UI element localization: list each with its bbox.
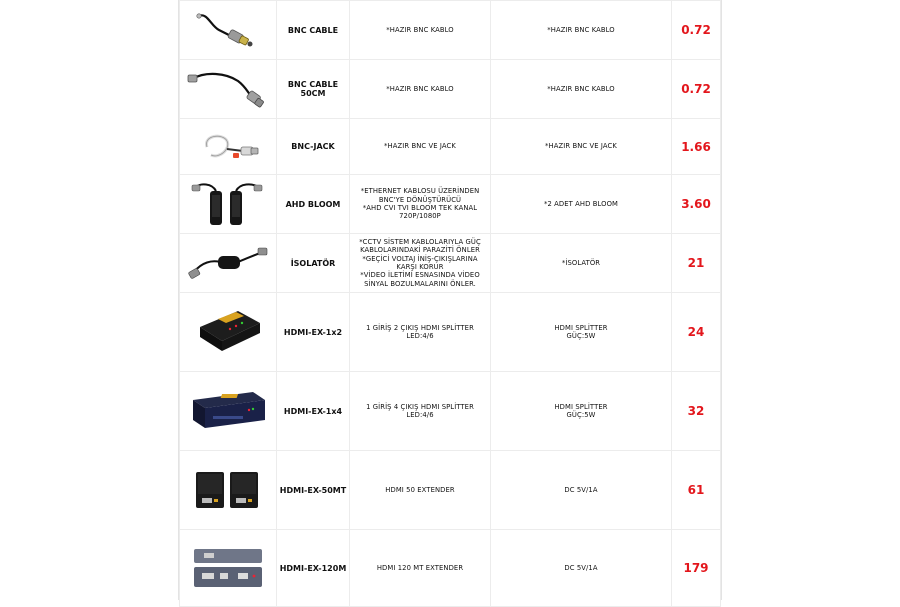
- hdmi-splitter-1x4-icon: [187, 386, 269, 436]
- product-table: [179, 0, 721, 607]
- product-code: BNC CABLE 50CM: [277, 60, 350, 119]
- product-code: BNC CABLE: [277, 1, 350, 60]
- description-line: LED:4/6: [406, 332, 434, 340]
- product-price: 0.72: [672, 60, 721, 119]
- product-description: [350, 451, 491, 530]
- table-row: [180, 119, 721, 175]
- bnc-cable-50cm-icon: [186, 67, 270, 111]
- product-code: İSOLATÖR: [277, 234, 350, 293]
- table-row: [180, 1, 721, 60]
- spec-line: *HAZIR BNC KABLO: [547, 25, 615, 34]
- table-row: [180, 451, 721, 530]
- product-description: [350, 234, 491, 293]
- product-code: HDMI-EX-1x2: [277, 293, 350, 372]
- product-description: [350, 530, 491, 607]
- description-line: *AHD CVI TVI BLOOM TEK KANAL: [362, 204, 478, 212]
- spec-line: HDMI SPLİTTER: [554, 323, 608, 332]
- product-price: 32: [672, 372, 721, 451]
- hdmi-extender-50m-icon: [190, 466, 266, 514]
- description-line: 1 GİRİŞ 4 ÇIKIŞ HDMI SPLİTTER: [366, 402, 474, 411]
- spec-line: *2 ADET AHD BLOOM: [544, 199, 618, 208]
- isolator-icon: [188, 240, 268, 286]
- product-code: BNC-JACK: [277, 119, 350, 175]
- product-code: HDMI-EX-1x4: [277, 372, 350, 451]
- description-line: *GEÇİCİ VOLTAJ İNİŞ-ÇIKIŞLARINA: [362, 254, 478, 263]
- product-description: [350, 60, 491, 119]
- product-spec: [491, 530, 672, 607]
- product-description: [350, 1, 491, 60]
- product-spec: [491, 372, 672, 451]
- description-line: SİNYAL BOZULMALARINI ÖNLER.: [364, 279, 476, 288]
- product-price: 21: [672, 234, 721, 293]
- product-image-cell: [180, 372, 277, 451]
- product-description: [350, 372, 491, 451]
- description-line: HDMI 120 MT EXTENDER: [376, 563, 464, 572]
- product-image-cell: [180, 119, 277, 175]
- description-line: *HAZIR BNC VE JACK: [384, 142, 456, 151]
- product-price: 0.72: [672, 1, 721, 60]
- description-line: LED:4/6: [406, 411, 434, 419]
- bnc-jack-icon: [193, 127, 263, 167]
- table-row: [180, 293, 721, 372]
- ahd-balun-icon: [188, 177, 268, 231]
- product-spec: [491, 119, 672, 175]
- product-price: 24: [672, 293, 721, 372]
- spec-line: GÜÇ:5W: [566, 411, 596, 419]
- product-price: 3.60: [672, 175, 721, 234]
- description-line: KARŞI KORUR: [396, 263, 444, 271]
- product-image-cell: [180, 293, 277, 372]
- product-code: AHD BLOOM: [277, 175, 350, 234]
- spec-line: HDMI SPLİTTER: [554, 402, 608, 411]
- product-description: [350, 293, 491, 372]
- product-spec: [491, 60, 672, 119]
- product-code: HDMI-EX-50MT: [277, 451, 350, 530]
- description-line: *VİDEO İLETİMİ ESNASINDA VİDEO: [360, 271, 480, 280]
- product-description: [350, 119, 491, 175]
- table-row: [180, 372, 721, 451]
- product-price: 1.66: [672, 119, 721, 175]
- description-line: 720P/1080P: [399, 212, 441, 221]
- description-line: 1 GİRİŞ 2 ÇIKIŞ HDMI SPLİTTER: [366, 323, 474, 332]
- hdmi-extender-120m-icon: [188, 543, 268, 593]
- table-row: [180, 234, 721, 293]
- table-row: [180, 60, 721, 119]
- product-description: [350, 175, 491, 234]
- product-image-cell: [180, 60, 277, 119]
- description-line: *ETHERNET KABLOSU ÜZERİNDEN: [360, 187, 480, 196]
- product-image-cell: [180, 175, 277, 234]
- product-spec: [491, 293, 672, 372]
- product-image-cell: [180, 234, 277, 293]
- description-line: *CCTV SİSTEM KABLOLARIYLA GÜÇ: [359, 237, 481, 246]
- spec-line: *İSOLATÖR: [561, 258, 601, 267]
- description-line: BNC'YE DÖNÜŞTÜRÜCÜ: [378, 195, 462, 204]
- bnc-cable-icon: [193, 8, 263, 52]
- description-line: *HAZIR BNC KABLO: [386, 25, 454, 34]
- table-row: [180, 530, 721, 607]
- table-row: [180, 175, 721, 234]
- product-price: 179: [672, 530, 721, 607]
- product-price: 61: [672, 451, 721, 530]
- spec-line: *HAZIR BNC KABLO: [547, 84, 615, 93]
- product-code: HDMI-EX-120M: [277, 530, 350, 607]
- product-spec: [491, 1, 672, 60]
- product-spec: [491, 451, 672, 530]
- description-line: HDMI 50 EXTENDER: [385, 485, 455, 494]
- description-line: *HAZIR BNC KABLO: [386, 84, 454, 93]
- product-spec: [491, 234, 672, 293]
- product-spec: [491, 175, 672, 234]
- spec-line: GÜÇ:5W: [566, 332, 596, 340]
- product-image-cell: [180, 1, 277, 60]
- product-image-cell: [180, 530, 277, 607]
- product-image-cell: [180, 451, 277, 530]
- hdmi-splitter-1x2-icon: [190, 305, 266, 359]
- spec-line: *HAZIR BNC VE JACK: [545, 142, 617, 151]
- spec-line: DC 5V/1A: [564, 563, 598, 572]
- product-price-sheet: [178, 0, 722, 600]
- spec-line: DC 5V/1A: [564, 485, 598, 494]
- description-line: KABLOLARINDAKİ PARAZİTİ ÖNLER: [360, 246, 480, 255]
